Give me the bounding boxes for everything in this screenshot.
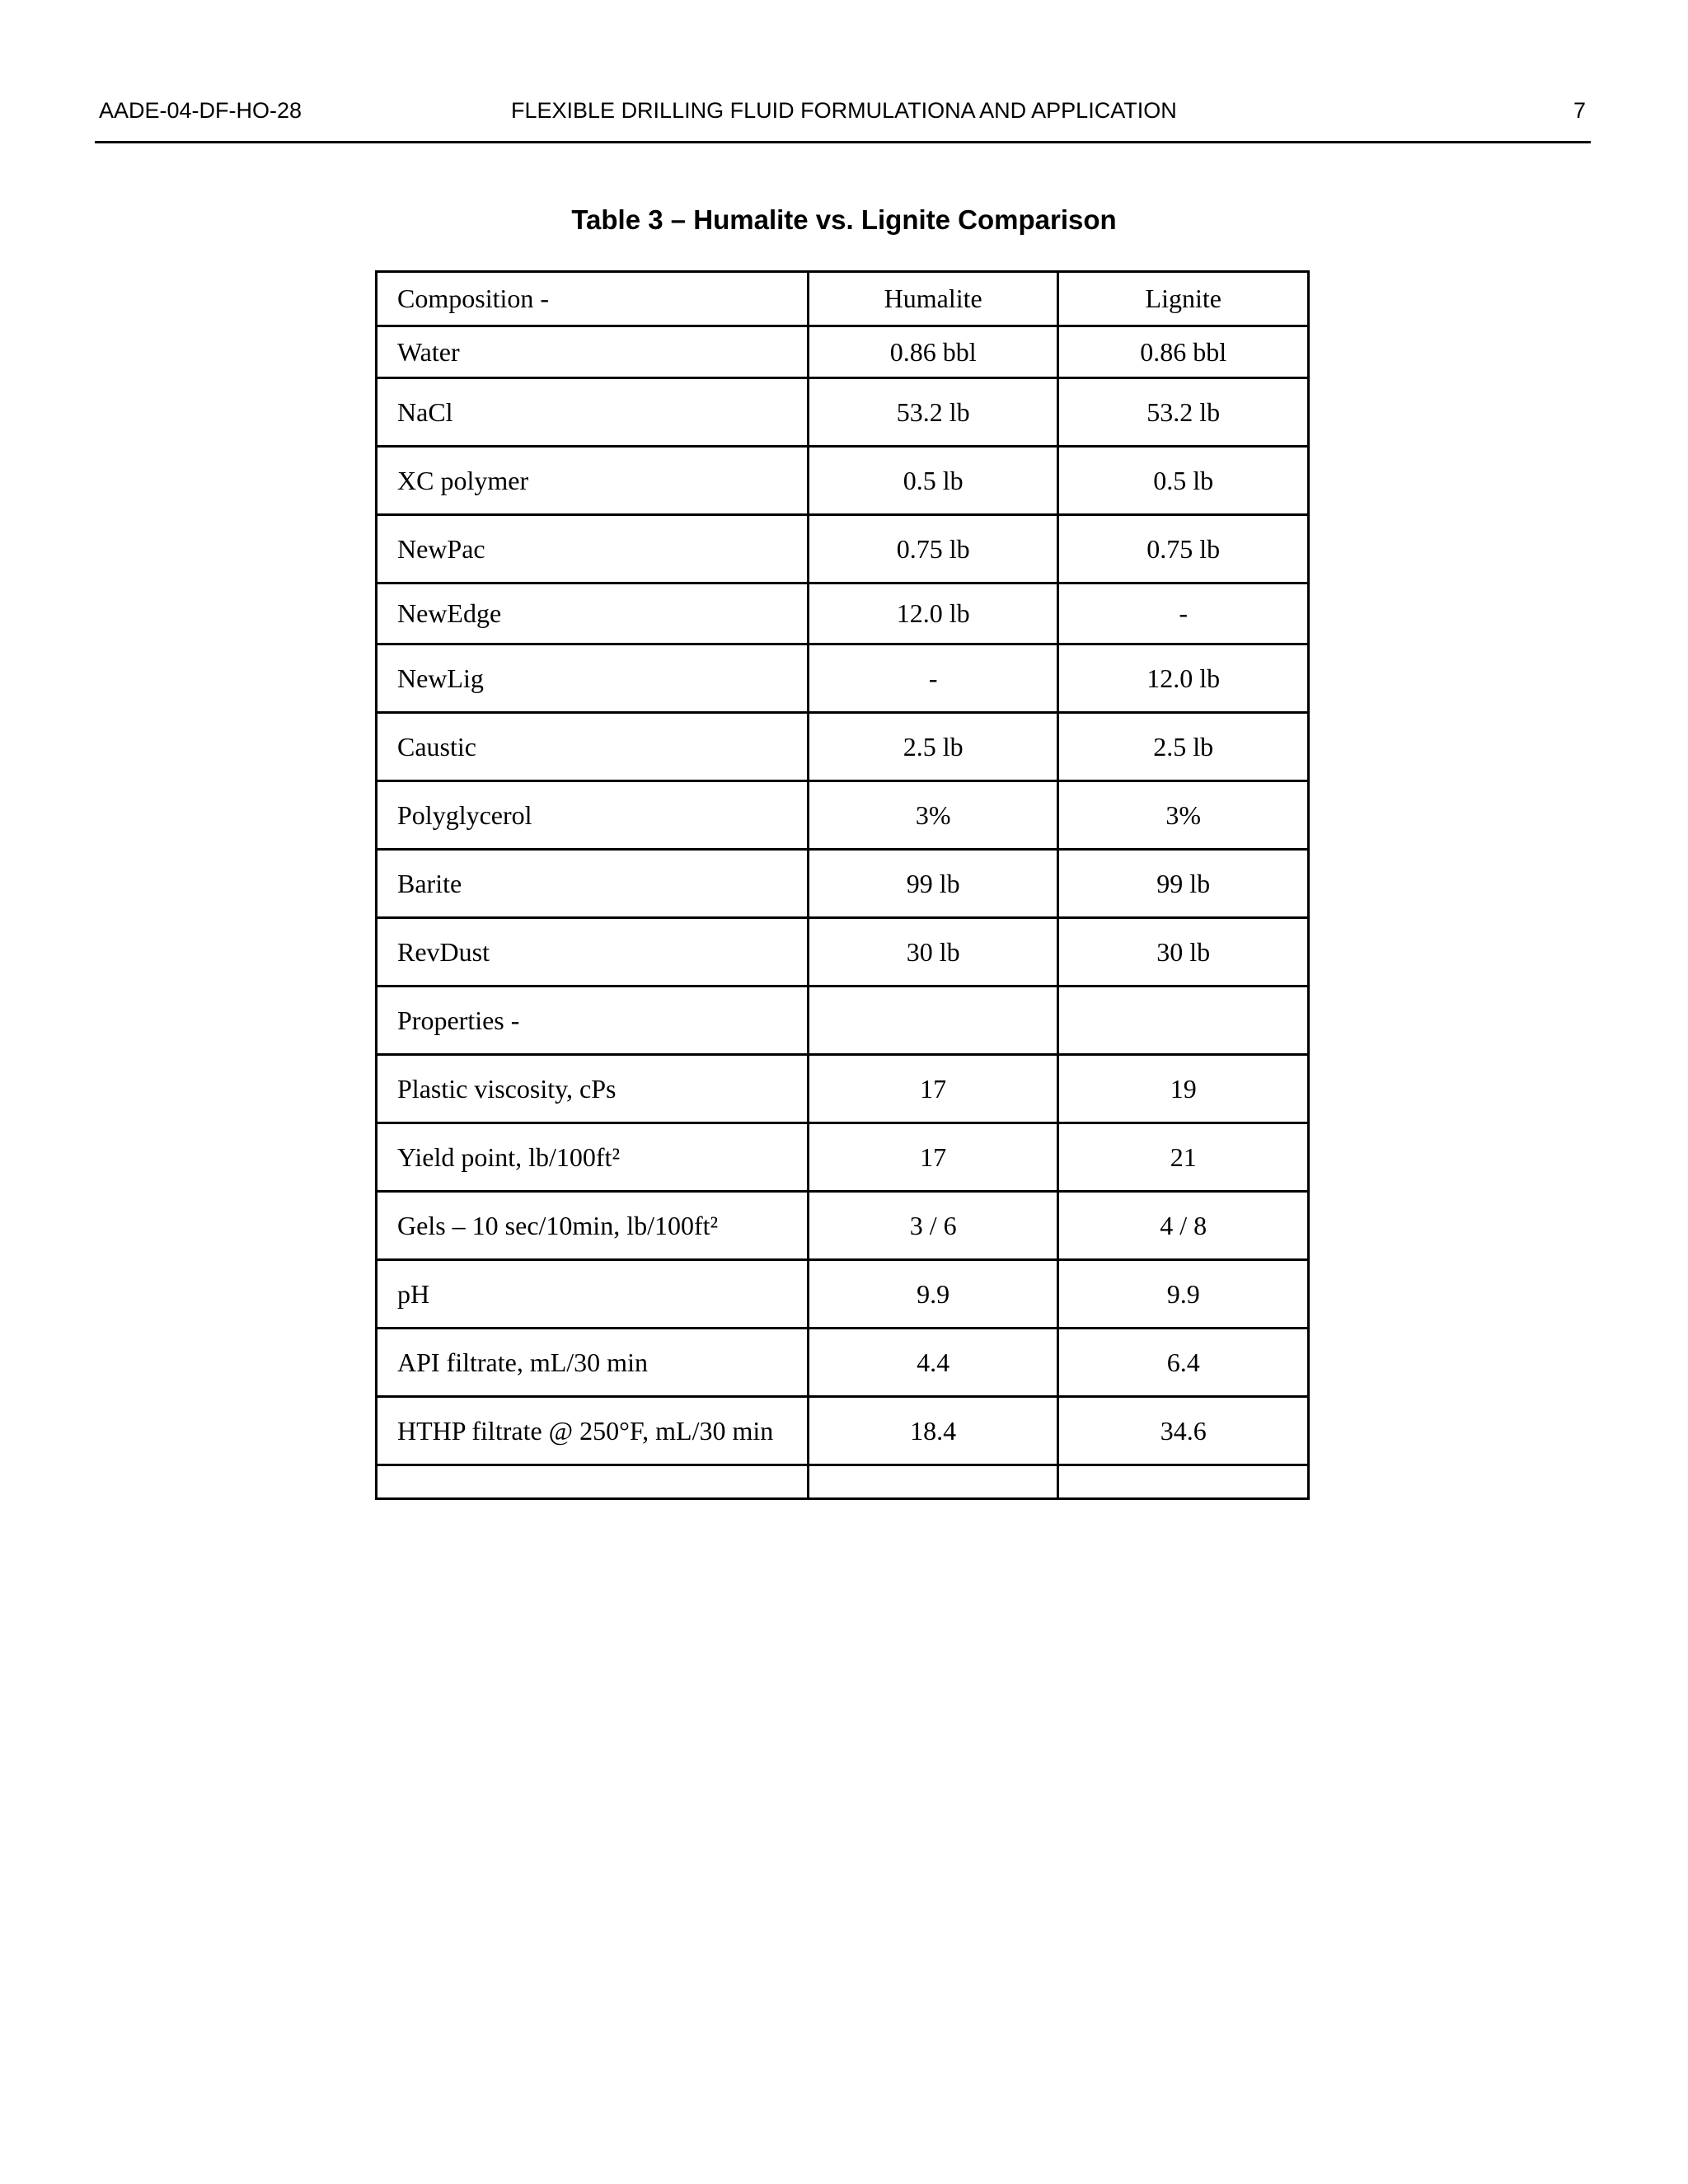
table-row (377, 1055, 1309, 1123)
empty-cell (808, 1465, 1058, 1499)
lignite-value: 99 lb (1058, 850, 1309, 918)
table-header-row (377, 272, 1309, 326)
humalite-value: 3 / 6 (808, 1192, 1058, 1260)
table-row (377, 326, 1309, 378)
row-label: HTHP filtrate @ 250°F, mL/30 min (377, 1397, 809, 1465)
table-row (377, 1329, 1309, 1397)
row-label: Barite (377, 850, 809, 918)
humalite-value: 9.9 (808, 1260, 1058, 1329)
page-number: 7 (1573, 98, 1586, 123)
document-id: AADE-04-DF-HO-28 (99, 98, 302, 123)
humalite-value: 12.0 lb (808, 583, 1058, 644)
humalite-value: 18.4 (808, 1397, 1058, 1465)
humalite-value: 0.86 bbl (808, 326, 1058, 378)
empty-row (377, 1465, 1309, 1499)
table-row (377, 1192, 1309, 1260)
lignite-value: 6.4 (1058, 1329, 1309, 1397)
humalite-value: 0.5 lb (808, 447, 1058, 515)
humalite-value: 3% (808, 781, 1058, 850)
humalite-value: 0.75 lb (808, 515, 1058, 583)
humalite-value: 4.4 (808, 1329, 1058, 1397)
row-label: NewLig (377, 644, 809, 713)
row-label: Properties - (377, 987, 809, 1055)
row-label: pH (377, 1260, 809, 1329)
humalite-value: 99 lb (808, 850, 1058, 918)
humalite-value: 17 (808, 1055, 1058, 1123)
row-label: Plastic viscosity, cPs (377, 1055, 809, 1123)
lignite-value: 34.6 (1058, 1397, 1309, 1465)
row-label: Yield point, lb/100ft² (377, 1123, 809, 1192)
row-label: Caustic (377, 713, 809, 781)
lignite-value (1058, 987, 1309, 1055)
humalite-value: 17 (808, 1123, 1058, 1192)
table-title: Table 3 – Humalite vs. Lignite Comparison (571, 204, 1117, 235)
table-row (377, 850, 1309, 918)
section-row-properties (377, 987, 1309, 1055)
lignite-value: 4 / 8 (1058, 1192, 1309, 1260)
lignite-value: 3% (1058, 781, 1309, 850)
row-label: NewEdge (377, 583, 809, 644)
lignite-value: 12.0 lb (1058, 644, 1309, 713)
table-row (377, 447, 1309, 515)
lignite-value: 0.5 lb (1058, 447, 1309, 515)
table-row (377, 781, 1309, 850)
row-label: Polyglycerol (377, 781, 809, 850)
lignite-value: 30 lb (1058, 918, 1309, 987)
row-label: Water (377, 326, 809, 378)
humalite-value: 2.5 lb (808, 713, 1058, 781)
row-label: RevDust (377, 918, 809, 987)
humalite-value: 30 lb (808, 918, 1058, 987)
lignite-value: 0.86 bbl (1058, 326, 1309, 378)
table-row (377, 713, 1309, 781)
column-header-composition: Composition - (377, 272, 809, 326)
row-label: NewPac (377, 515, 809, 583)
row-label: XC polymer (377, 447, 809, 515)
lignite-value: 21 (1058, 1123, 1309, 1192)
lignite-value: 9.9 (1058, 1260, 1309, 1329)
table-row (377, 583, 1309, 644)
humalite-value: 53.2 lb (808, 378, 1058, 447)
row-label: API filtrate, mL/30 min (377, 1329, 809, 1397)
empty-cell (377, 1465, 809, 1499)
empty-cell (1058, 1465, 1309, 1499)
table-row (377, 918, 1309, 987)
table-row (377, 1260, 1309, 1329)
table-row (377, 1397, 1309, 1465)
table-row (377, 515, 1309, 583)
row-label: Gels – 10 sec/10min, lb/100ft² (377, 1192, 809, 1260)
lignite-value: 0.75 lb (1058, 515, 1309, 583)
lignite-value: 2.5 lb (1058, 713, 1309, 781)
column-header-lignite: Lignite (1058, 272, 1309, 326)
lignite-value: 19 (1058, 1055, 1309, 1123)
humalite-value (808, 987, 1058, 1055)
lignite-value: 53.2 lb (1058, 378, 1309, 447)
table-row (377, 1123, 1309, 1192)
lignite-value: - (1058, 583, 1309, 644)
column-header-humalite: Humalite (808, 272, 1058, 326)
table-row (377, 378, 1309, 447)
row-label: NaCl (377, 378, 809, 447)
comparison-table (375, 270, 1310, 1500)
page-header (95, 95, 1591, 143)
humalite-value: - (808, 644, 1058, 713)
running-title: FLEXIBLE DRILLING FLUID FORMULATIONA AND APPLICATION (511, 98, 1177, 123)
table-row (377, 644, 1309, 713)
